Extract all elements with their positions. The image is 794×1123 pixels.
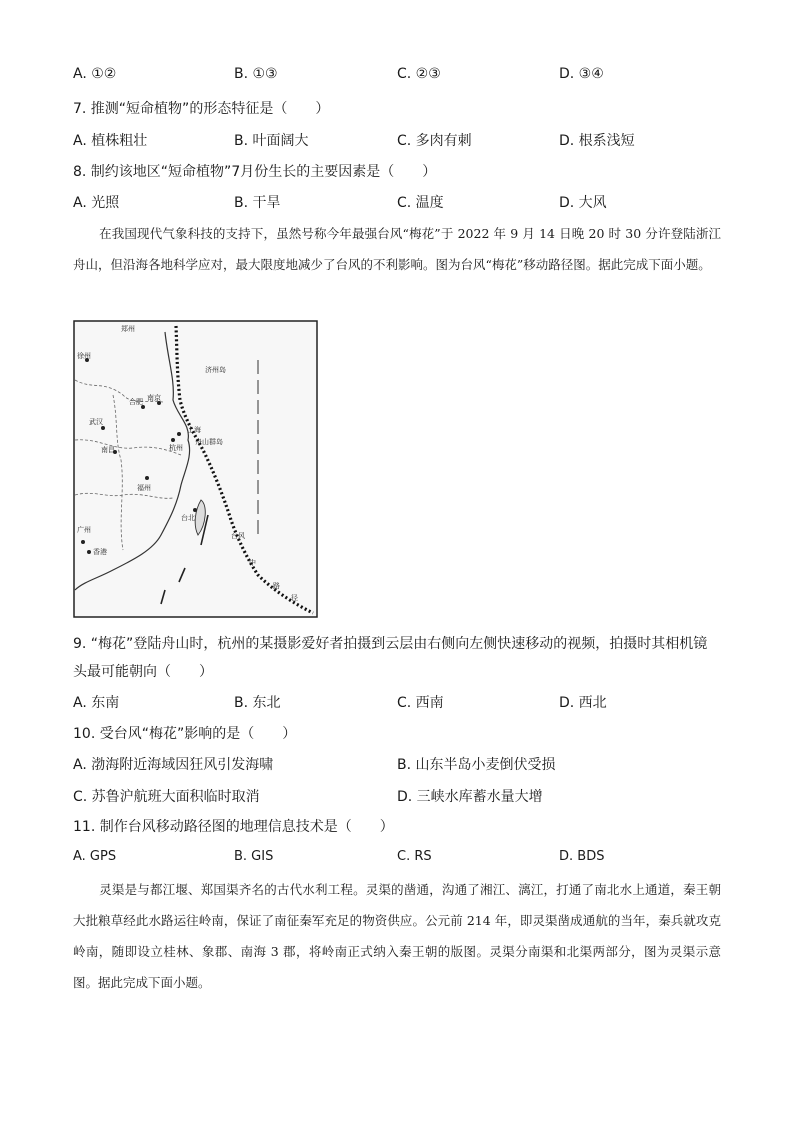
q8-stem: 8. 制约该地区“短命植物”7月份生长的主要因素是（ ） bbox=[73, 164, 437, 180]
map-label-shanghai: 上海 bbox=[187, 426, 201, 434]
map-label-jing: 径 bbox=[291, 594, 298, 602]
q9-option-a: A. 东南 bbox=[73, 695, 120, 711]
city-dot bbox=[171, 438, 175, 442]
city-dot bbox=[193, 508, 197, 512]
q7-option-c: C. 多肉有刺 bbox=[397, 133, 472, 149]
passage-lingqu-text: 灵渠是与都江堰、郑国渠齐名的古代水利工程。灵渠的凿通，沟通了湘江、漓江，打通了南北水上通道，秦王朝大批粮草经此水路运往岭南，保证了南征秦军充足的物资供应。公元前 214 年，即灵渠凿成通航的当年，秦兵就攻克岭南，随即设立桂林、象郡、南海 3 郡，将岭南正式纳入秦王朝的版图。灵渠分南渠和北渠两部分，图为灵渠示意图。据此完成下面小题。 bbox=[73, 882, 721, 990]
q8-option-b: B. 干旱 bbox=[234, 195, 281, 211]
q9-stem-line1: 9. “梅花”登陆舟山时，杭州的某摄影爱好者拍摄到云层由右侧向左侧快速移动的视频，拍摄时其相机镜 bbox=[73, 636, 708, 652]
q7-option-d: D. 根系浅短 bbox=[559, 133, 635, 149]
city-dot bbox=[101, 426, 105, 430]
q6-option-c: C. ②③ bbox=[397, 66, 441, 82]
q11-option-b: B. GIS bbox=[234, 849, 274, 864]
map-label-taibei: 台北 bbox=[181, 514, 195, 522]
map-label-hangzhou: 杭州 bbox=[169, 444, 183, 452]
q8-option-c: C. 温度 bbox=[397, 195, 444, 211]
q11-option-a: A. GPS bbox=[73, 849, 117, 864]
q6-option-b: B. ①③ bbox=[234, 66, 278, 82]
q6-option-a: A. ①② bbox=[73, 66, 117, 82]
map-label-fuzhou: 福州 bbox=[137, 484, 151, 492]
q10-option-a: A. 渤海附近海域因狂风引发海啸 bbox=[73, 757, 274, 773]
q10-option-c: C. 苏鲁沪航班大面积临时取消 bbox=[73, 789, 260, 805]
map-label-nanjing: 南京 bbox=[147, 394, 161, 402]
q9-option-b: B. 东北 bbox=[234, 695, 281, 711]
map-label-wuhan: 武汉 bbox=[89, 418, 103, 426]
map-label-lu: 路 bbox=[273, 582, 280, 590]
q9-option-d: D. 西北 bbox=[559, 695, 607, 711]
q10-option-d: D. 三峡水库蓄水量大增 bbox=[397, 789, 543, 805]
map-label-zhengzhou: 郑州 bbox=[121, 325, 135, 333]
q11-option-c: C. RS bbox=[397, 849, 432, 864]
q10-stem: 10. 受台风“梅花”影响的是（ ） bbox=[73, 726, 297, 742]
passage-lingqu bbox=[73, 874, 721, 998]
q7-stem: 7. 推测“短命植物”的形态特征是（ ） bbox=[73, 101, 330, 117]
q11-stem: 11. 制作台风移动路径图的地理信息技术是（ ） bbox=[73, 819, 394, 835]
map-label-nanchang: 南昌 bbox=[101, 446, 115, 454]
passage-typhoon bbox=[73, 218, 721, 280]
q6-option-d: D. ③④ bbox=[559, 66, 604, 82]
q9-option-c: C. 西南 bbox=[397, 695, 444, 711]
q8-option-a: A. 光照 bbox=[73, 195, 120, 211]
map-frame bbox=[74, 321, 317, 617]
map-label-taifeng: 台风 bbox=[231, 532, 245, 540]
q10-option-b: B. 山东半岛小麦倒伏受损 bbox=[397, 757, 556, 773]
city-dot bbox=[145, 476, 149, 480]
map-label-xuzhou: 徐州 bbox=[77, 352, 91, 360]
map-label-xianggang: 香港 bbox=[93, 548, 107, 556]
city-dot bbox=[177, 432, 181, 436]
city-dot bbox=[81, 540, 85, 544]
q9-stem-line2: 头最可能朝向（ ） bbox=[73, 664, 213, 680]
city-dot bbox=[87, 550, 91, 554]
map-label-zhoushan: 舟山群岛 bbox=[195, 438, 223, 446]
q7-option-b: B. 叶面阔大 bbox=[234, 133, 309, 149]
map-label-zhong: 中 bbox=[249, 559, 256, 567]
passage-typhoon-text: 在我国现代气象科技的支持下，虽然号称今年最强台风“梅花”于 2022 年 9 月 14 日晚 20 时 30 分许登陆浙江舟山，但沿海各地科学应对，最大限度地减少了台风的不利影响。图为台风“梅花”移动路径图。据此完成下面小题。 bbox=[73, 226, 721, 272]
typhoon-path-map bbox=[73, 320, 318, 618]
map-label-guangzhou: 广州 bbox=[77, 526, 91, 534]
q11-option-d: D. BDS bbox=[559, 849, 605, 864]
q7-option-a: A. 植株粗壮 bbox=[73, 133, 148, 149]
q8-option-d: D. 大风 bbox=[559, 195, 607, 211]
map-label-hefei: 合肥 bbox=[129, 398, 143, 406]
map-label-jizhou: 济州岛 bbox=[205, 366, 226, 374]
